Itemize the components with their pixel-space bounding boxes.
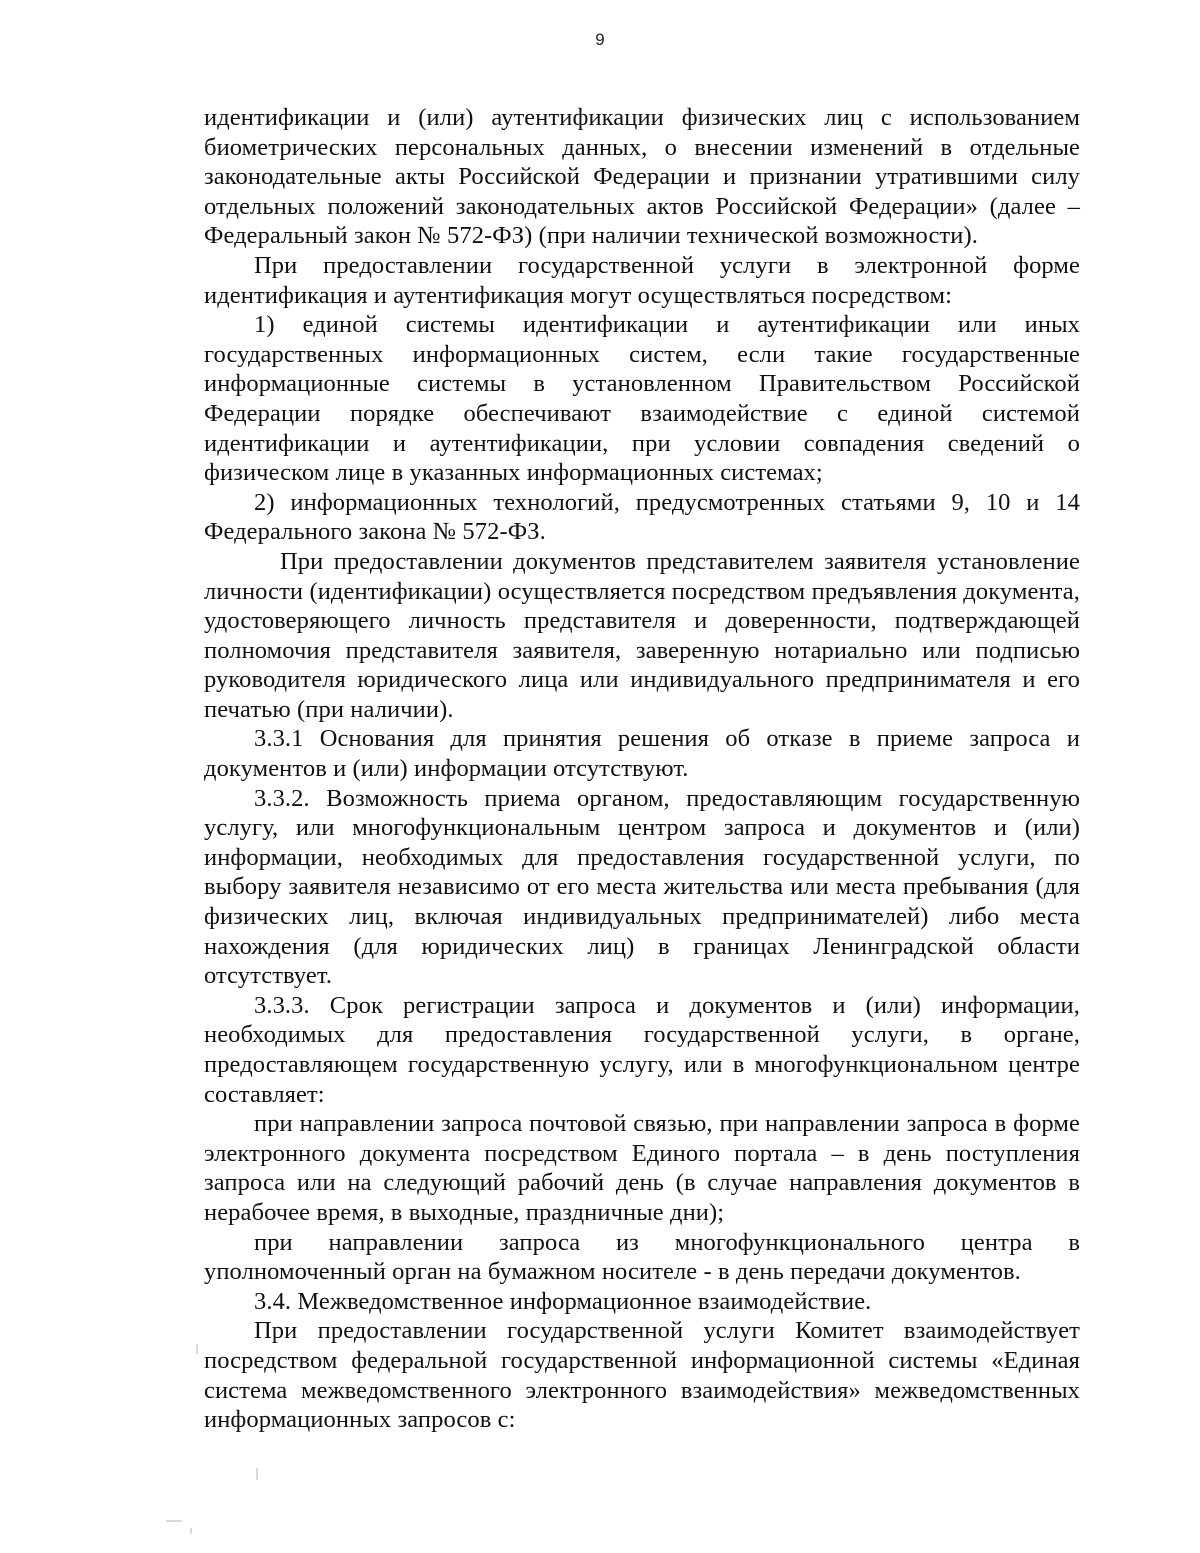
paragraph-electronic-identification: При предоставлении государственной услуги в электронной форме идентификация и аутентификация могут осуществляться посредством:	[204, 251, 1080, 309]
list-item-2: 2) информационных технологий, предусмотренных статьями 9, 10 и 14 Федерального закона № 572-ФЗ.	[204, 488, 1080, 546]
document-body	[204, 103, 1080, 1435]
list-item-1: 1) единой системы идентификации и аутентификации или иных государственных информационных систем, если такие государственные информационные системы в установленном Правительством Российской Федерации порядке обеспечивают взаимодействие с единой системой идентификации и аутентификации, при условии совпадения сведений о физическом лице в указанных информационных системах;	[204, 311, 1080, 487]
paragraph-mfc-request: при направлении запроса из многофункционального центра в уполномоченный орган на бумажном носителе - в день передачи документов.	[204, 1228, 1080, 1286]
paragraph-3-3-1: 3.3.1 Основания для принятия решения об отказе в приеме запроса и документов и (или) информации отсутствуют.	[204, 725, 1080, 783]
paragraph-continuation: идентификации и (или) аутентификации физических лиц с использованием биометрических персональных данных, о внесении изменений в отдельные законодательные акты Российской Федерации и признании утратившими силу отдельных положений законодательных актов Российской Федерации» (далее – Федеральный закон № 572-ФЗ) (при наличии технической возможности).	[204, 104, 1080, 250]
scan-speck	[190, 1528, 192, 1534]
paragraph-3-4-heading: 3.4. Межведомственное информационное взаимодействие.	[254, 1287, 872, 1315]
scan-speck	[166, 1520, 182, 1522]
paragraph-interaction: При предоставлении государственной услуги Комитет взаимодействует посредством федеральной государственной информационной системы «Единая система межведомственного электронного взаимодействия» межведомственных информационных запросов с:	[204, 1317, 1080, 1434]
paragraph-postal-request: при направлении запроса почтовой связью, при направлении запроса в форме электронного документа посредством Единого портала – в день поступления запроса или на следующий рабочий день (в случае направления документов в нерабочее время, в выходные, праздничные дни);	[204, 1110, 1080, 1226]
scan-speck	[196, 1344, 198, 1354]
paragraph-3-3-2: 3.3.2. Возможность приема органом, предоставляющим государственную услугу, или многофункциональным центром запроса и документов и (или) информации, необходимых для предоставления государственной услуги, по выбору заявителя независимо от его места жительства или места пребывания (для физических лиц, включая индивидуальных предпринимателей) либо места нахождения (для юридических лиц) в границах Ленинградской области отсутствует.	[204, 784, 1080, 990]
paragraph-3-3-3: 3.3.3. Срок регистрации запроса и документов и (или) информации, необходимых для предоставления государственной услуги, в органе, предоставляющем государственную услугу, или в многофункциональном центре составляет:	[204, 991, 1080, 1108]
page-number: 9	[595, 30, 605, 49]
scan-speck	[256, 1468, 258, 1480]
paragraph-representative: При предоставлении документов представителем заявителя установление личности (идентификации) осуществляется посредством предъявления документа, удостоверяющего личность представителя и доверенности, подтверждающей полномочия представителя заявителя, заверенную нотариально или подписью руководителя юридического лица или индивидуального предпринимателя и его печатью (при наличии).	[204, 547, 1080, 723]
